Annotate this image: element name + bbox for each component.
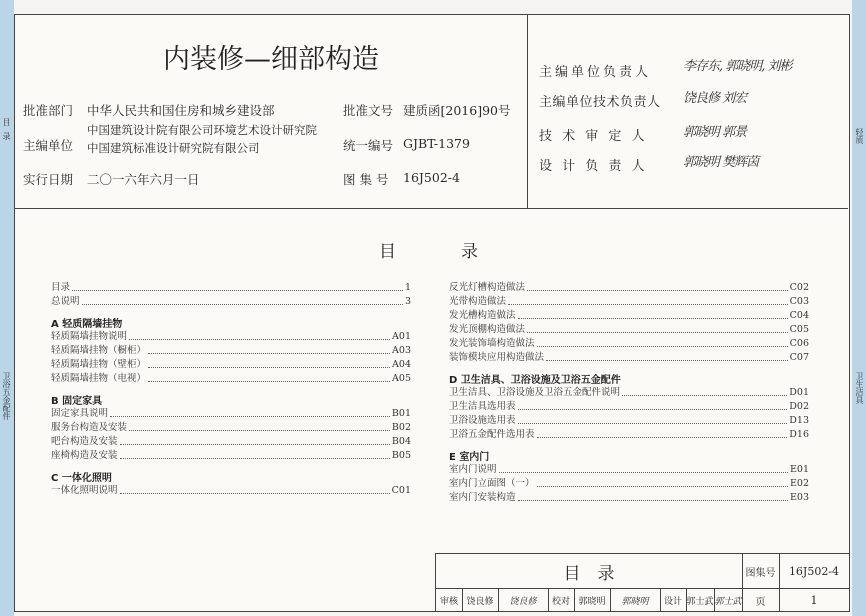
- left-toc-entry: [51, 407, 411, 421]
- toc-entry-title: 总说明: [51, 296, 80, 307]
- left-toc-entry: [51, 421, 411, 435]
- toc-leader-dots: [120, 484, 390, 494]
- toc-entry-page: C04: [789, 310, 809, 321]
- approval-dept: 中华人民共和国住房和城乡建设部: [87, 103, 275, 118]
- responsible-persons: [527, 15, 847, 208]
- left-section-heading: A 轻质隔墙挂物: [51, 319, 123, 330]
- toc-entry-page: B02: [391, 422, 411, 433]
- toc-entry-title: 反光灯槽构造做法: [449, 282, 526, 293]
- left-toc-entry: [51, 281, 411, 295]
- toc-entry-title: 轻质隔墙挂物（壁柜）: [51, 359, 147, 370]
- toc-leader-dots: [120, 435, 390, 445]
- right-toc-entry: [449, 323, 809, 337]
- toc-entry-title: 室内门安装构造: [449, 492, 516, 503]
- left-section-heading: C 一体化照明: [51, 473, 112, 484]
- toc-entry-title: 卫生洁具、卫浴设施及卫浴五金配件说明: [449, 387, 621, 398]
- title-block: [435, 553, 849, 612]
- right-side-label-2: 卫生洁具: [855, 372, 864, 404]
- toc-entry-title: 一体化照明说明: [51, 485, 118, 496]
- editor-line-2: 中国建筑标准设计研究院有限公司: [87, 141, 260, 155]
- toc-entry-title: 发光槽构造做法: [449, 310, 516, 321]
- toc-leader-dots: [518, 309, 788, 319]
- toc-entry-page: A04: [392, 359, 411, 370]
- toc-leader-dots: [546, 351, 788, 361]
- title-block-sheet-title: 目 录: [563, 563, 615, 584]
- toc-entry-page: A05: [392, 373, 411, 384]
- right-toc-entry: [449, 463, 809, 477]
- unified-no: GJBT-1379: [403, 136, 470, 151]
- right-toc-entry: [449, 414, 809, 428]
- approval-dept-label: 批准部门: [23, 103, 74, 118]
- toc-entry-title: 装饰模块应用构造做法: [449, 352, 545, 363]
- resp-signature-2: 饶良修 刘宏: [683, 91, 747, 106]
- review-cell: 郭晓明: [621, 596, 649, 607]
- toc-leader-dots: [537, 477, 788, 487]
- toc-entry-page: D13: [789, 415, 809, 426]
- right-binding-strip: [852, 0, 866, 616]
- toc-entry-title: 卫浴设施选用表: [449, 415, 516, 426]
- toc-leader-dots: [110, 407, 390, 417]
- toc-entry-title: 室内门说明: [449, 464, 497, 475]
- toc-entry-title: 轻质隔墙挂物（橱柜）: [51, 345, 147, 356]
- toc-entry-title: 发光装饰墙构造做法: [449, 338, 535, 349]
- title-block-atlas-value: 16J502-4: [788, 564, 840, 578]
- toc-heading-right: 录: [461, 242, 478, 262]
- toc-entry-title: 固定家具说明: [51, 408, 109, 419]
- toc-leader-dots: [120, 449, 390, 459]
- left-toc-entry: [51, 330, 411, 344]
- toc-leader-dots: [129, 421, 390, 431]
- left-side-label-1: 目: [2, 118, 11, 126]
- toc-entry-title: 光带构造做法: [449, 296, 507, 307]
- toc-entry-page: A01: [392, 331, 411, 342]
- right-toc-entry: [449, 491, 809, 505]
- left-binding-strip: [0, 0, 14, 616]
- resp-label-3: 技 术 审 定 人: [539, 129, 648, 144]
- toc-leader-dots: [148, 372, 390, 382]
- toc-leader-dots: [129, 330, 390, 340]
- toc-entry-page: 1: [404, 282, 411, 293]
- right-toc-entry: [449, 351, 809, 365]
- toc-entry-page: D02: [789, 401, 809, 412]
- title-block-page-value: 1: [810, 593, 818, 607]
- drawing-sheet: [14, 14, 850, 612]
- right-toc-entry: [449, 337, 809, 351]
- toc-leader-dots: [82, 295, 403, 305]
- toc-entry-title: 目录: [51, 282, 71, 293]
- toc-leader-dots: [622, 386, 787, 396]
- review-cell: 郭晓明: [578, 596, 606, 607]
- unified-no-label: 统一编号: [343, 138, 394, 153]
- impl-date: 二〇一六年六月一日: [87, 172, 200, 187]
- resp-label-1: 主编单位负责人: [539, 65, 652, 80]
- toc-entry-title: 轻质隔墙挂物（电视）: [51, 373, 147, 384]
- resp-signature-3: 郭晓明 郭景: [683, 125, 747, 140]
- toc-entry-page: C05: [789, 324, 809, 335]
- left-toc-entry: [51, 484, 411, 498]
- resp-signature-4: 郭晓明 樊辉茵: [683, 155, 759, 170]
- toc-entry-page: B01: [391, 408, 411, 419]
- toc-entry-page: C03: [789, 296, 809, 307]
- toc-leader-dots: [72, 281, 403, 291]
- right-toc-entry: [449, 309, 809, 323]
- editor-label: 主编单位: [23, 138, 74, 153]
- left-section-heading: B 固定家具: [51, 396, 103, 407]
- toc-leader-dots: [508, 295, 788, 305]
- atlas-no-label: 图 集 号: [343, 172, 389, 187]
- toc-leader-dots: [527, 281, 788, 291]
- toc-entry-title: 座椅构造及安装: [51, 450, 118, 461]
- toc-leader-dots: [148, 358, 390, 368]
- left-toc-entry: [51, 344, 411, 358]
- resp-signature-1: 李存东, 郭晓明, 刘彬: [683, 59, 792, 74]
- toc-entry-title: 轻质隔墙挂物说明: [51, 331, 128, 342]
- toc-entry-page: D01: [789, 387, 809, 398]
- right-toc-entry: [449, 400, 809, 414]
- right-section-heading: D 卫生洁具、卫浴设施及卫浴五金配件: [449, 375, 621, 386]
- review-row: [436, 588, 742, 612]
- left-side-label-2: 录: [2, 132, 11, 140]
- review-cell: 饶良修: [466, 596, 494, 607]
- toc-entry-title: 室内门立面图（一）: [449, 478, 535, 489]
- atlas-no: 16J502-4: [403, 170, 460, 185]
- right-toc-entry: [449, 295, 809, 309]
- title-block-atlas-label: 图集号: [745, 567, 776, 579]
- right-toc-entry: [449, 477, 809, 491]
- review-cell: 设计: [663, 596, 682, 607]
- toc-entry-title: 卫生洁具选用表: [449, 401, 516, 412]
- toc-leader-dots: [148, 344, 390, 354]
- review-cell: 审核: [439, 596, 458, 607]
- left-toc-entry: [51, 435, 411, 449]
- right-side-label-1: 轻质: [855, 128, 864, 144]
- right-section-heading: E 室内门: [449, 452, 490, 463]
- toc-entry-page: A03: [392, 345, 411, 356]
- approval-doc-label: 批准文号: [343, 103, 394, 118]
- review-cell: 郭士武: [714, 596, 742, 607]
- toc-entry-page: B05: [391, 450, 411, 461]
- toc-leader-dots: [499, 463, 788, 473]
- toc-entry-page: E01: [789, 464, 809, 475]
- left-toc-entry: [51, 372, 411, 386]
- resp-label-4: 设 计 负 责 人: [539, 159, 648, 174]
- review-cell: 校对: [551, 596, 570, 607]
- toc-entry-page: C06: [789, 338, 809, 349]
- impl-date-label: 实行日期: [23, 172, 74, 187]
- toc-entry-page: C02: [789, 282, 809, 293]
- atlas-title: 内装修—细部构造: [163, 44, 379, 75]
- toc-heading-left: 目: [379, 242, 396, 262]
- left-toc-entry: [51, 449, 411, 463]
- title-block-page-label: 页: [755, 596, 766, 608]
- right-toc-entry: [449, 281, 809, 295]
- right-toc-entry: [449, 386, 809, 400]
- review-cell: 郭士武: [686, 596, 714, 607]
- editor-line-1: 中国建筑设计院有限公司环境艺术设计研究院: [87, 123, 317, 137]
- review-cell: 饶良修: [509, 596, 537, 607]
- toc-leader-dots: [537, 337, 788, 347]
- toc-entry-page: B04: [391, 436, 411, 447]
- toc-leader-dots: [537, 428, 788, 438]
- toc-entry-page: 3: [404, 296, 411, 307]
- toc-entry-title: 卫浴五金配件选用表: [449, 429, 535, 440]
- left-toc-entry: [51, 295, 411, 309]
- toc-entry-page: C01: [391, 485, 411, 496]
- toc-entry-title: 发光顶棚构造做法: [449, 324, 526, 335]
- toc-entry-page: D16: [789, 429, 809, 440]
- left-toc-entry: [51, 358, 411, 372]
- right-toc-entry: [449, 428, 809, 442]
- toc-entry-page: E02: [789, 478, 809, 489]
- toc-leader-dots: [518, 414, 788, 424]
- toc-entry-page: C07: [789, 352, 809, 363]
- approval-doc: 建质函[2016]90号: [403, 103, 511, 118]
- header-info: [15, 15, 528, 208]
- toc-entry-title: 服务台构造及安装: [51, 422, 128, 433]
- header: [15, 15, 848, 209]
- toc-entry-page: E03: [789, 492, 809, 503]
- toc-leader-dots: [518, 400, 788, 410]
- toc-leader-dots: [527, 323, 788, 333]
- toc-leader-dots: [518, 491, 788, 501]
- resp-label-2: 主编单位技术负责人: [539, 95, 661, 110]
- left-side-label-3: 卫浴五金配件: [2, 372, 11, 420]
- toc-entry-title: 吧台构造及安装: [51, 436, 118, 447]
